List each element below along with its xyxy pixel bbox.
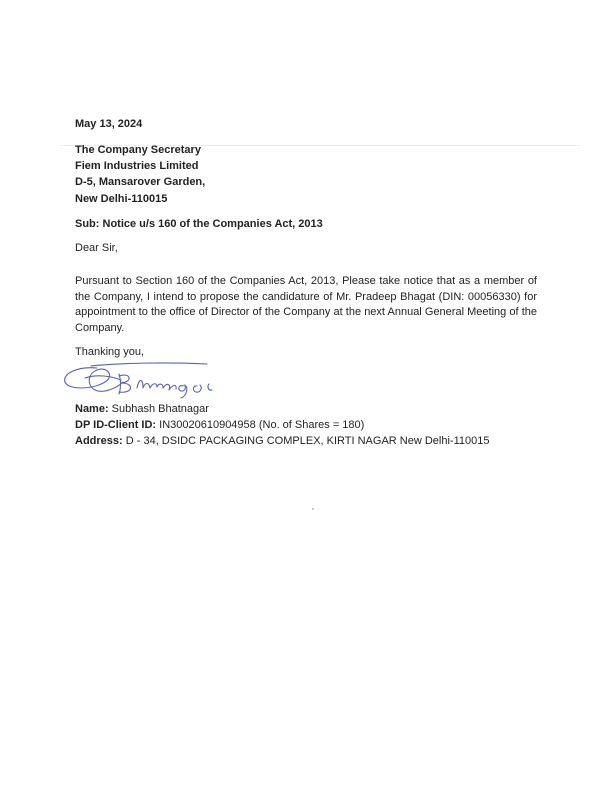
address-value: D - 34, DSIDC PACKAGING COMPLEX, KIRTI NAGAR New Delhi-110015	[122, 435, 490, 447]
salutation: Dear Sir,	[75, 242, 118, 254]
closing-line: Thanking you,	[75, 346, 145, 358]
recipient-line: New Delhi-110015	[75, 192, 168, 205]
sender-name-line	[75, 401, 209, 417]
address-label: Address:	[75, 435, 123, 447]
letter-subject: Sub: Notice u/s 160 of the Companies Act, 2013	[75, 218, 323, 230]
recipient-line: The Company Secretary	[75, 144, 201, 156]
sender-dp-line	[75, 417, 364, 433]
name-label: Name:	[75, 403, 109, 415]
recipient-line: Fiem Industries Limited	[75, 160, 199, 173]
letter-body: Pursuant to Section 160 of the Companies Act, 2013, Please take notice that as a member of the Company, I intend to propose the candidature of Mr. Pradeep Bhagat (DIN: 00056330) for appointment to the office of Director of the Company at the next Annual General Meeting of the Company.	[75, 275, 537, 334]
dp-label: DP ID-Client ID:	[75, 419, 157, 431]
recipient-address-block	[75, 142, 205, 207]
recipient-line: D-5, Mansarover Garden,	[75, 176, 206, 189]
letter-date: May 13, 2024	[75, 118, 143, 130]
sender-address-line	[75, 433, 489, 449]
dp-value: IN30020610904958 (No. of Shares = 180)	[156, 419, 365, 431]
handwritten-signature	[57, 356, 237, 400]
scan-speck	[312, 508, 314, 510]
name-value: Subhash Bhatnagar	[108, 403, 209, 415]
